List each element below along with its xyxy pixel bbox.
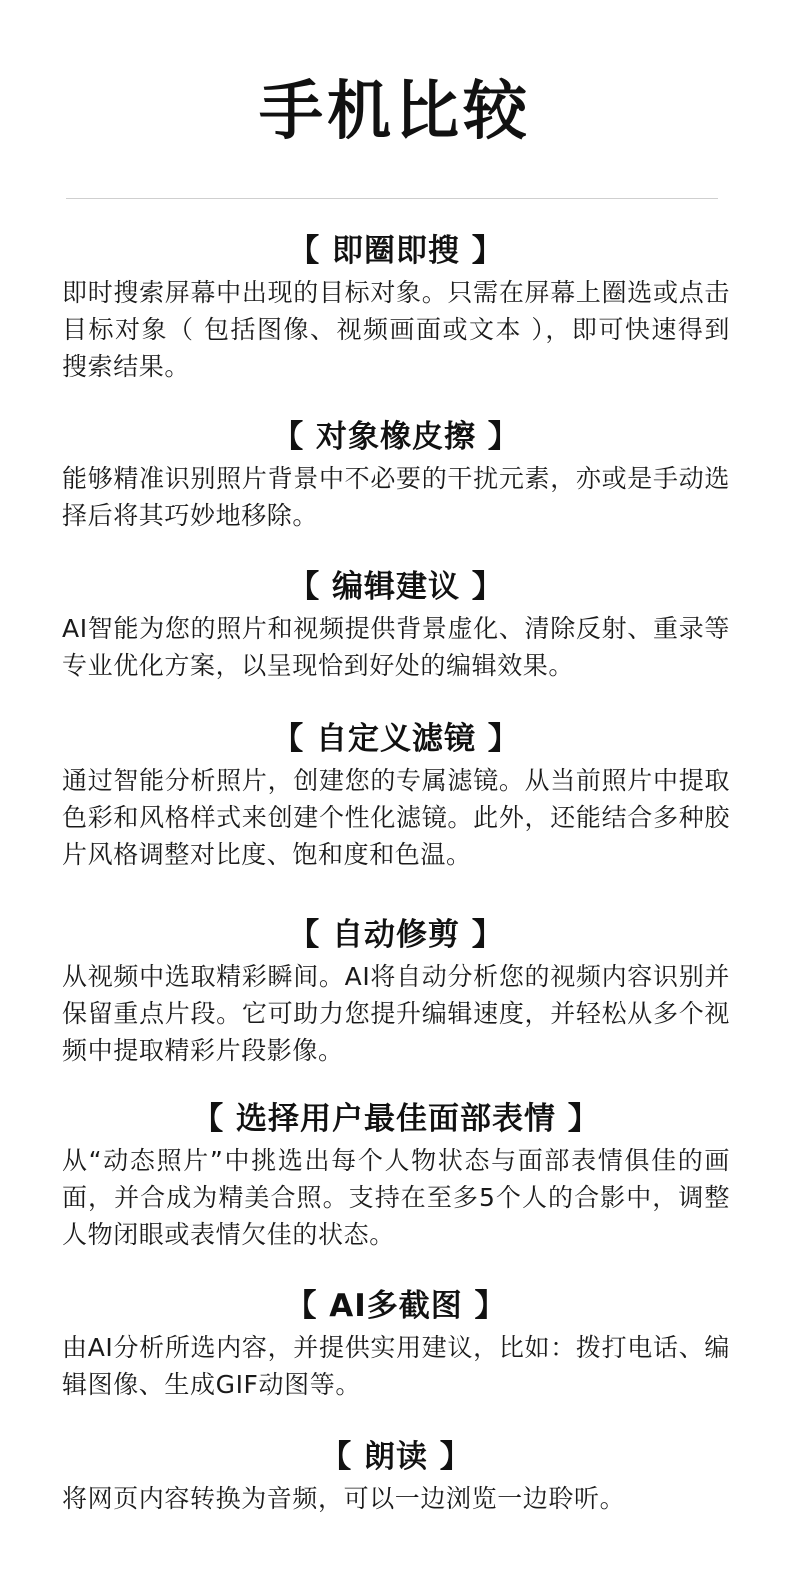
feature-heading: 【 自动修剪 】 (288, 917, 504, 953)
feature-edit-suggestions (62, 564, 730, 684)
feature-ai-multi-screenshot (62, 1283, 730, 1403)
title-divider (66, 198, 718, 199)
feature-read-aloud (62, 1434, 730, 1517)
feature-description: 由AI分析所选内容，并提供实用建议，比如：拨打电话、编辑图像、生成GIF动图等。 (62, 1333, 730, 1399)
feature-best-face (62, 1096, 730, 1253)
feature-description: 从“动态照片”中挑选出每个人物状态与面部表情俱佳的画面，并合成为精美合照。支持在至多5个人的合影中，调整人物闭眼或表情欠佳的状态。 (62, 1146, 730, 1249)
feature-description: 从视频中选取精彩瞬间。AI将自动分析您的视频内容识别并保留重点片段。它可助力您提升编辑速度，并轻松从多个视频中提取精彩片段影像。 (62, 962, 730, 1065)
page-title: 手机比较 (259, 75, 531, 149)
feature-description: 通过智能分析照片，创建您的专属滤镜。从当前照片中提取色彩和风格样式来创建个性化滤镜。此外，还能结合多种胶片风格调整对比度、饱和度和色温。 (62, 766, 730, 869)
feature-heading: 【 朗读 】 (320, 1439, 472, 1475)
feature-description: AI智能为您的照片和视频提供背景虚化、清除反射、重录等专业优化方案，以呈现恰到好处的编辑效果。 (62, 614, 730, 680)
feature-circle-to-search (62, 228, 730, 385)
feature-description: 能够精准识别照片背景中不必要的干扰元素，亦或是手动选择后将其巧妙地移除。 (62, 464, 730, 530)
feature-heading: 【 即圈即搜 】 (288, 233, 504, 269)
feature-object-eraser (62, 414, 730, 534)
feature-description: 即时搜索屏幕中出现的目标对象。只需在屏幕上圈选或点击目标对象（ 包括图像、视频画面或文本 ），即可快速得到搜索结果。 (62, 278, 730, 381)
feature-heading: 【 编辑建议 】 (288, 569, 504, 605)
feature-heading: 【 对象橡皮擦 】 (272, 419, 520, 455)
feature-description: 将网页内容转换为音频，可以一边浏览一边聆听。 (62, 1484, 626, 1513)
feature-auto-trim (62, 912, 730, 1069)
feature-custom-filter (62, 716, 730, 873)
feature-heading: 【 选择用户最佳面部表情 】 (192, 1101, 600, 1137)
feature-heading: 【 AI多截图 】 (285, 1288, 507, 1324)
feature-heading: 【 自定义滤镜 】 (272, 721, 520, 757)
